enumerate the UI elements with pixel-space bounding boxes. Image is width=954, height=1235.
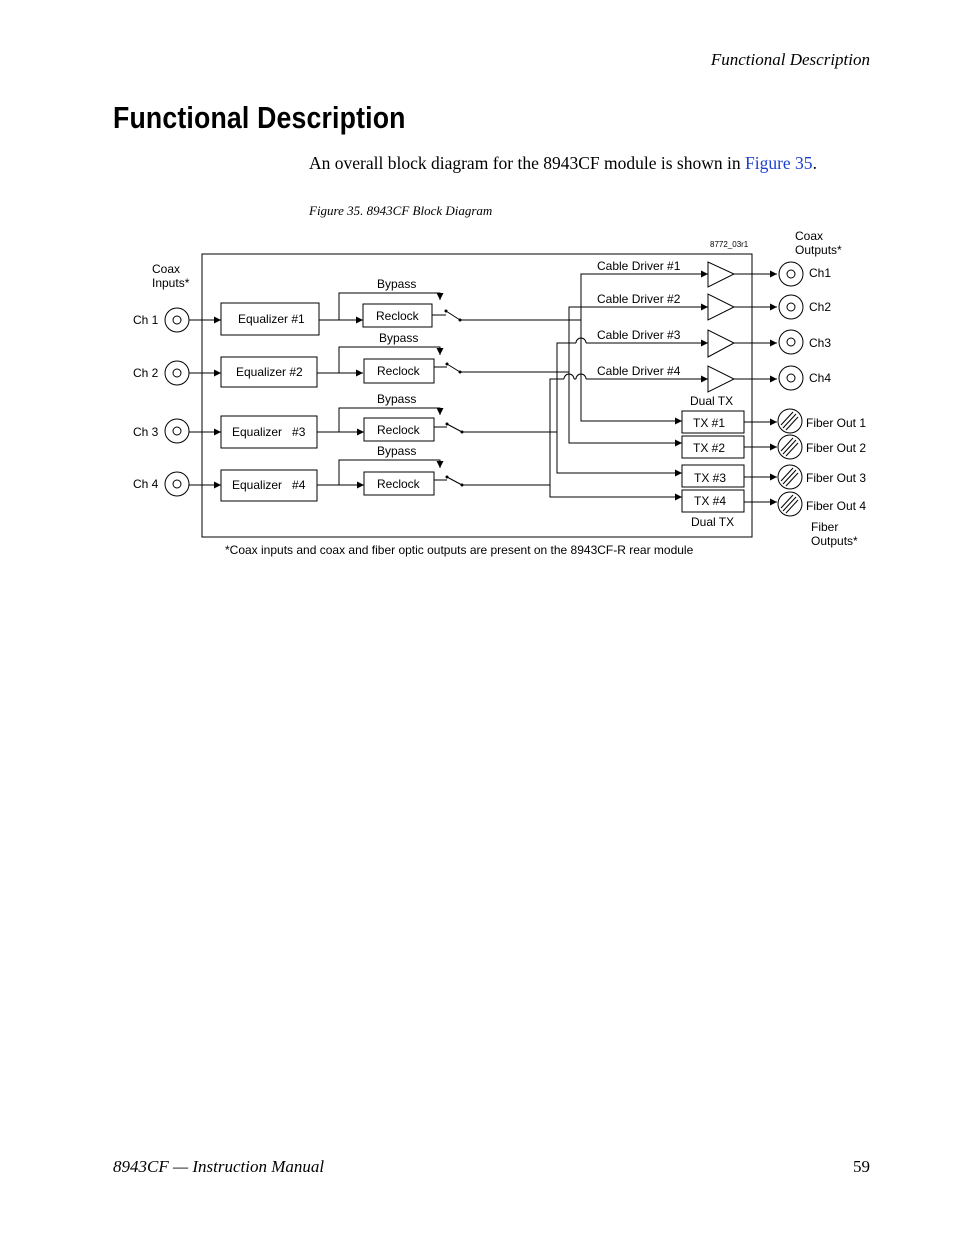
input-ch4-label: Ch 4 [133, 477, 159, 491]
drawing-id: 8772_03r1 [710, 240, 749, 249]
bypass-switch-1-icon [446, 311, 460, 320]
coax-connector-icon [165, 472, 189, 496]
coax-inputs-label-1: Coax [152, 262, 181, 276]
bypass-1-label: Bypass [377, 277, 417, 291]
fiber-out-3-label: Fiber Out 3 [806, 471, 867, 485]
coax-output-pin-icon [787, 303, 795, 311]
reclock-2-label: Reclock [377, 364, 420, 378]
fiber-out-2-label: Fiber Out 2 [806, 441, 867, 455]
coax-output-pin-icon [787, 338, 795, 346]
cable-driver-1-label: Cable Driver #1 [597, 259, 681, 273]
bypass-switch-4-icon [447, 477, 462, 485]
equalizer-2-label: Equalizer #2 [236, 365, 303, 379]
tx-3-label: TX #3 [694, 471, 727, 485]
coax-connector-pin-icon [173, 427, 181, 435]
reclock-4-label: Reclock [377, 477, 420, 491]
equalizer-4-label: Equalizer #4 [232, 478, 306, 492]
fiber-connector-icon [778, 409, 802, 433]
reclock-3-label: Reclock [377, 423, 420, 437]
cable-driver-2-icon [708, 294, 734, 320]
tx-4-label: TX #4 [694, 494, 727, 508]
bypass-switch-3-icon [447, 424, 462, 432]
input-ch2-label: Ch 2 [133, 366, 159, 380]
coax-connector-icon [165, 308, 189, 332]
cable-driver-4-icon [708, 366, 734, 392]
coax-output-ch3-label: Ch3 [809, 336, 832, 350]
cable-driver-4-label: Cable Driver #4 [597, 364, 681, 378]
fiber-out-4-label: Fiber Out 4 [806, 499, 867, 513]
block-diagram [0, 0, 954, 600]
cable-driver-2-label: Cable Driver #2 [597, 292, 681, 306]
page-title: Functional Description [113, 100, 406, 135]
cable-driver-3-icon [708, 330, 734, 357]
coax-output-connector-icon [779, 262, 803, 286]
coax-output-pin-icon [787, 374, 795, 382]
fiber-connector-icon [778, 465, 802, 489]
intro-text: An overall block diagram for the 8943CF module is shown in [309, 153, 745, 173]
coax-output-ch2-label: Ch2 [809, 300, 832, 314]
coax-outputs-label-1: Coax [795, 229, 824, 243]
fiber-outputs-label-1: Fiber [811, 520, 839, 534]
figure-caption: Figure 35. 8943CF Block Diagram [309, 203, 493, 218]
cable-driver-3-label: Cable Driver #3 [597, 328, 681, 342]
cable-driver-1-icon [708, 262, 734, 287]
input-ch1-label: Ch 1 [133, 313, 159, 327]
fiber-out-1-label: Fiber Out 1 [806, 416, 867, 430]
figure-footnote: *Coax inputs and coax and fiber optic outputs are present on the 8943CF-R rear module [225, 543, 694, 557]
coax-inputs-label-2: Inputs* [152, 276, 190, 290]
reclock-1-label: Reclock [376, 309, 419, 323]
coax-connector-icon [165, 361, 189, 385]
tx-2-label: TX #2 [693, 441, 726, 455]
figure-35-link[interactable]: Figure 35 [744, 153, 813, 173]
dual-tx-bottom-label: Dual TX [691, 515, 735, 529]
fiber-connector-icon [778, 435, 802, 459]
bypass-2-label: Bypass [379, 331, 419, 345]
equalizer-3-label: Equalizer #3 [232, 425, 306, 439]
running-header: Functional Description [710, 50, 870, 69]
footer-manual-title: 8943CF — Instruction Manual [113, 1157, 325, 1176]
coax-output-ch4-label: Ch4 [809, 371, 832, 385]
equalizer-1-label: Equalizer #1 [238, 312, 305, 326]
coax-connector-icon [165, 419, 189, 443]
bypass-switch-2-icon [447, 364, 460, 372]
coax-output-connector-icon [779, 366, 803, 390]
tx-1-label: TX #1 [693, 416, 726, 430]
input-ch3-label: Ch 3 [133, 425, 159, 439]
coax-output-ch1-label: Ch1 [809, 266, 832, 280]
coax-connector-pin-icon [173, 369, 181, 377]
intro-end: . [812, 153, 817, 173]
dual-tx-top-label: Dual TX [690, 394, 734, 408]
footer-page-number: 59 [853, 1157, 870, 1176]
coax-connector-pin-icon [173, 316, 181, 324]
coax-output-connector-icon [779, 330, 803, 354]
fiber-outputs-label-2: Outputs* [811, 534, 858, 548]
fiber-connector-icon [778, 492, 802, 516]
coax-output-connector-icon [779, 295, 803, 319]
coax-connector-pin-icon [173, 480, 181, 488]
coax-outputs-label-2: Outputs* [795, 243, 842, 257]
coax-output-pin-icon [787, 270, 795, 278]
bypass-4-label: Bypass [377, 444, 417, 458]
bypass-3-label: Bypass [377, 392, 417, 406]
